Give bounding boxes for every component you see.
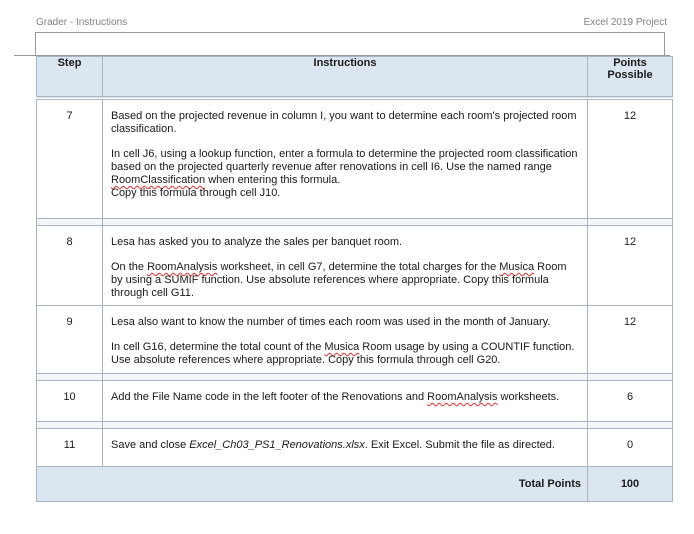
points-value: 6 <box>588 381 673 422</box>
total-value: 100 <box>588 467 673 502</box>
points-value: 12 <box>588 226 673 306</box>
points-value: 0 <box>588 429 673 467</box>
header-left-text: Grader - Instructions <box>36 17 128 28</box>
instruction-paragraph: Lesa also want to know the number of times each room was used in the month of January. <box>111 316 551 328</box>
step-number: 9 <box>37 306 103 374</box>
col-header-points <box>588 57 673 99</box>
instruction-paragraph <box>111 391 579 404</box>
instruction-text: . Exit Excel. Submit the file as directed. <box>364 439 555 451</box>
step-number: 11 <box>37 429 103 467</box>
points-value: 12 <box>588 306 673 374</box>
instruction-text: Room usage by using a COUNTIF function. Use absolute references where appropriate. Copy this formula through cell G20. <box>111 341 575 366</box>
row-separator <box>37 374 673 381</box>
file-name: Excel_Ch03_PS1_Renovations.xlsx <box>189 439 365 451</box>
instruction-text: In cell J6, using a lookup function, enter a formula to determine the projected room classification based on the projected quarterly revenue after renovations in cell I6. Use the named range <box>111 148 578 173</box>
col-header-step: Step <box>37 57 103 99</box>
total-blank <box>37 467 103 502</box>
col-header-points-line2: Possible <box>607 69 653 81</box>
instruction-paragraph: Based on the projected revenue in column I, you want to determine each room's projected room classification. <box>111 110 577 135</box>
instructions-table <box>36 56 673 502</box>
spellcheck-word: RoomAnalysis <box>427 391 498 403</box>
instruction-text: when entering this formula. <box>205 174 341 186</box>
step-number: 8 <box>37 226 103 306</box>
instruction-paragraph <box>111 439 579 452</box>
total-row <box>37 467 673 502</box>
row-separator <box>37 219 673 226</box>
instruction-text: worksheet, in cell G7, determine the total charges for the <box>217 261 500 273</box>
table-row <box>37 226 673 306</box>
instruction-paragraph <box>111 341 579 367</box>
instruction-cell <box>103 429 588 467</box>
instruction-paragraph: Copy this formula through cell J10. <box>111 187 281 199</box>
table-row <box>37 381 673 422</box>
step-number: 10 <box>37 381 103 422</box>
instruction-cell <box>103 306 588 374</box>
spellcheck-word: Musica <box>499 261 535 273</box>
instruction-cell <box>103 381 588 422</box>
table-header-row <box>37 57 673 99</box>
table-row <box>37 306 673 374</box>
instruction-text: In cell G16, determine the total count of the <box>111 341 325 353</box>
instruction-text: worksheets. <box>497 391 560 403</box>
instruction-paragraph <box>111 261 579 300</box>
col-header-instructions: Instructions <box>103 57 588 99</box>
col-header-points-line1: Points <box>613 57 647 69</box>
row-separator <box>37 422 673 429</box>
table-row <box>37 429 673 467</box>
instruction-paragraph <box>111 148 579 187</box>
table-row <box>37 98 673 219</box>
spellcheck-word: RoomClassification <box>111 174 206 186</box>
instruction-cell <box>103 98 588 219</box>
instruction-text: Save and close <box>111 439 190 451</box>
spellcheck-word: RoomAnalysis <box>147 261 218 273</box>
instruction-text: On the <box>111 261 148 273</box>
instruction-paragraph: Lesa has asked you to analyze the sales per banquet room. <box>111 236 403 248</box>
instruction-text: Room by using a SUMIF function. Use absolute references where appropriate. Copy this formula through cell G11. <box>111 261 567 299</box>
step-number: 7 <box>37 98 103 219</box>
spellcheck-word: Musica <box>324 341 360 353</box>
total-label: Total Points <box>103 467 588 502</box>
header-box <box>35 32 665 55</box>
points-value: 12 <box>588 98 673 219</box>
instruction-text: Add the File Name code in the left footer of the Renovations and <box>111 391 428 403</box>
header-right-text: Excel 2019 Project <box>583 17 667 28</box>
instruction-cell <box>103 226 588 306</box>
